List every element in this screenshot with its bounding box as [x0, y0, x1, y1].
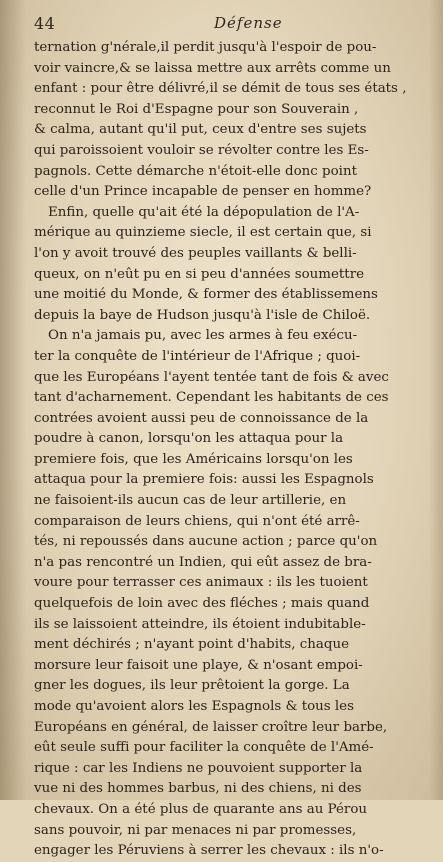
text-line: ter la conquête de l'intérieur de l'Afrique ; quoi-: [34, 348, 361, 364]
text-line: eût seule suffi pour faciliter la conquête de l'Amé-: [34, 740, 374, 756]
running-title: Défense: [214, 14, 283, 32]
page-header: [34, 14, 430, 36]
text-line: morsure leur faisoit une playe, & n'osant empoi-: [34, 657, 363, 673]
text-line: contrées avoient aussi peu de connoissance de la: [34, 410, 369, 426]
text-line: qui paroissoient vouloir se révolter contre les Es-: [34, 142, 369, 158]
text-line: mérique au quinzieme siecle, il est certain que, si: [34, 225, 372, 241]
text-line: voir vaincre,& se laissa mettre aux arrêts comme un: [34, 60, 391, 76]
text-line: queux, on n'eût pu en si peu d'années soumettre: [34, 266, 365, 282]
text-line: pagnols. Cette démarche n'étoit-elle donc point: [34, 163, 357, 179]
text-line: engager les Péruviens à serrer les chevaux : ils n'o-: [34, 843, 384, 859]
text-line: chevaux. On a été plus de quarante ans au Pérou: [34, 801, 368, 817]
text-line: depuis la baye de Hudson jusqu'à l'isle de Chiloë.: [34, 307, 371, 323]
text-line: mode qu'avoient alors les Espagnols & tous les: [34, 699, 354, 714]
text-line: voure pour terrasser ces animaux : ils les tuoient: [34, 575, 368, 591]
text-line: ne faisoient-ils aucun cas de leur artillerie, en: [34, 493, 347, 509]
text-line: que les Européans l'ayent tentée tant de fois & avec: [34, 369, 389, 385]
text-line: l'on y avoit trouvé des peuples vaillants & belli-: [34, 245, 357, 261]
text-line: gner les dogues, ils leur prêtoient la gorge. La: [34, 678, 350, 694]
text-line: poudre à canon, lorsqu'on les attaqua pour la: [34, 431, 344, 447]
text-line: ment déchirés ; n'ayant point d'habits, chaque: [34, 637, 349, 653]
text-line: & calma, autant qu'il put, ceux d'entre ses sujets: [34, 122, 367, 138]
page-number: 44: [34, 14, 56, 33]
text-line: une moitié du Monde, & former des établissemens: [34, 287, 378, 303]
text-line: enfant : pour être délivré,il se démit de tous ses états ,: [34, 81, 407, 97]
text-line: ternation g'nérale,il perdit jusqu'à l'espoir de pou-: [34, 40, 377, 55]
text-line: Européans en général, de laisser croître leur barbe,: [34, 719, 388, 735]
body-text: [34, 38, 432, 862]
paragraph-start-line: Enfin, quelle qu'ait été la dépopulation de l'A-: [48, 204, 360, 220]
text-line: attaqua pour la premiere fois: aussi les Espagnols: [34, 472, 374, 488]
text-line: sans pouvoir, ni par menaces ni par promesses,: [34, 822, 357, 838]
text-line: vue ni des hommes barbus, ni des chiens, ni des: [34, 781, 362, 797]
text-line: tés, ni repoussés dans aucune action ; parce qu'on: [34, 534, 378, 550]
spine-shadow: [0, 0, 26, 800]
text-line: quelquefois de loin avec des fléches ; mais quand: [34, 596, 370, 612]
text-line: rique : car les Indiens ne pouvoient supporter la: [34, 760, 363, 776]
text-line: comparaison de leurs chiens, qui n'ont été arrê-: [34, 513, 360, 529]
text-line: tant d'acharnement. Cependant les habitants de ces: [34, 390, 389, 406]
text-line: reconnut le Roi d'Espagne pour son Souverain ,: [34, 101, 359, 117]
text-line: n'a pas rencontré un Indien, qui eût assez de bra-: [34, 554, 372, 570]
text-line: premiere fois, que les Américains lorsqu'on les: [34, 451, 353, 467]
text-line: celle d'un Prince incapable de penser en homme?: [34, 184, 372, 200]
paragraph-start-line: On n'a jamais pu, avec les armes à feu exécu-: [48, 328, 358, 344]
text-line: ils se laissoient atteindre, ils étoient indubitable-: [34, 616, 366, 632]
